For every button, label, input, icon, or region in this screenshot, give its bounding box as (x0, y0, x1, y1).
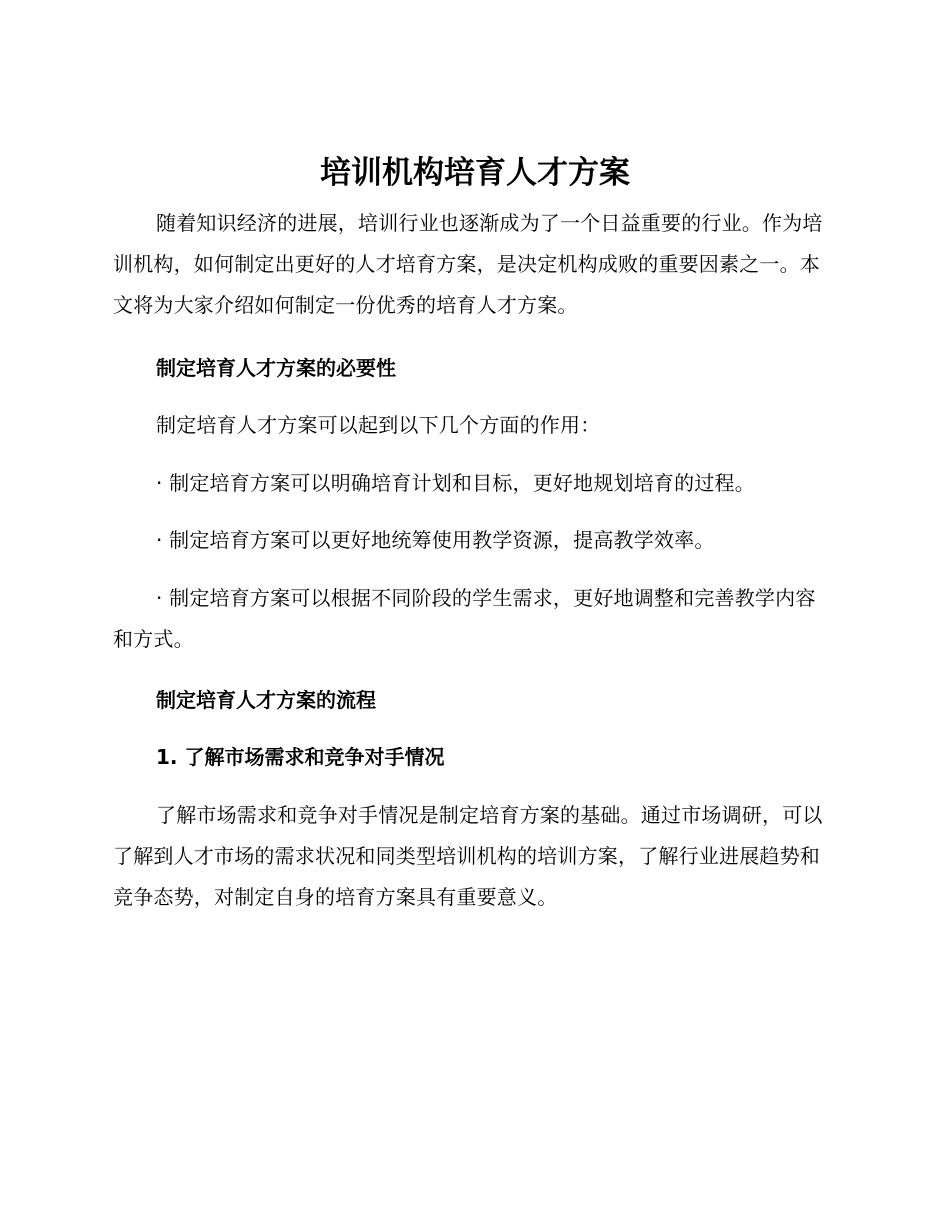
document-title: 培训机构培育人才方案 (320, 155, 630, 191)
section-heading-necessity: 制定培育人才方案的必要性 (156, 356, 396, 380)
intro-paragraph: 随着知识经济的进展，培训行业也逐渐成为了一个日益重要的行业。作为培训机构，如何制定出更好的人才培育方案，是决定机构成败的重要因素之一。本文将为大家介绍如何制定一份优秀的培育人才方案。 (113, 211, 823, 317)
step-body-paragraph: 了解市场需求和竞争对手情况是制定培育方案的基础。通过市场调研，可以了解到人才市场的需求状况和同类型培训机构的培训方案，了解行业进展趋势和竞争态势，对制定自身的培育方案具有重要意义。 (113, 803, 823, 909)
section-lead-paragraph: 制定培育人才方案可以起到以下几个方面的作用： (156, 413, 601, 437)
section-heading-process: 制定培育人才方案的流程 (156, 688, 376, 712)
step-heading-market-research: 1. 了解市场需求和竞争对手情况 (156, 745, 445, 769)
bullet-item: · 制定培育方案可以更好地统筹使用教学资源，提高教学效率。 (156, 528, 715, 552)
bullet-item: · 制定培育方案可以明确培育计划和目标，更好地规划培育的过程。 (156, 471, 755, 495)
bullet-item: · 制定培育方案可以根据不同阶段的学生需求，更好地调整和完善教学内容和方式。 (113, 586, 816, 651)
